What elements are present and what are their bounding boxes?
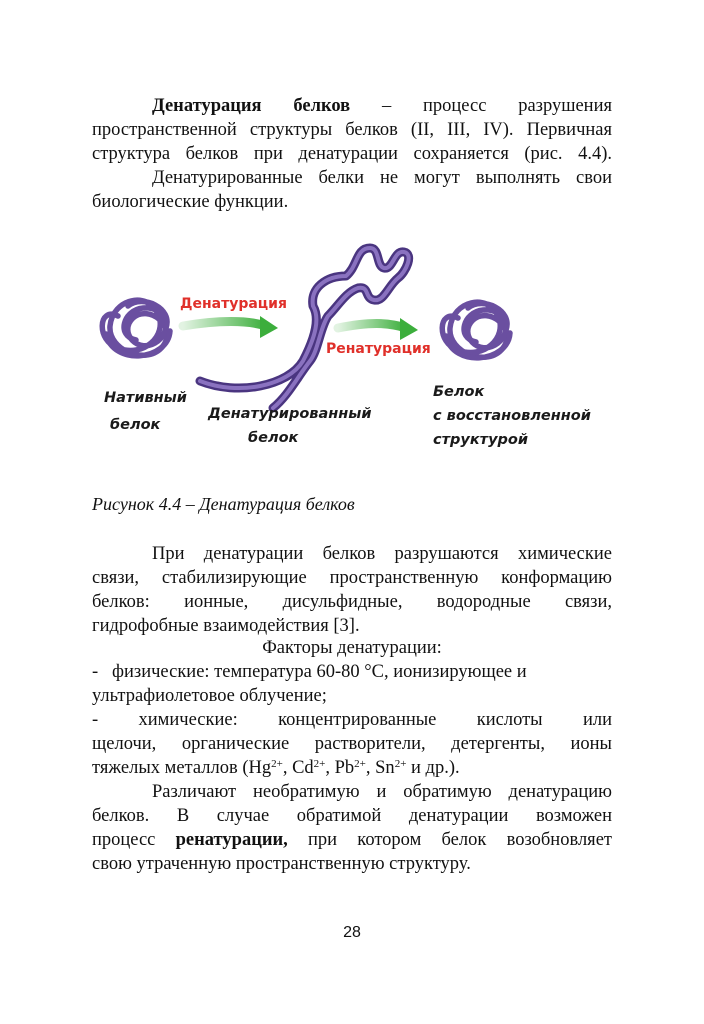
label-denatured-protein: Денатурированный белок <box>208 406 372 446</box>
paragraph-bonds-line3: белков: ионные, дисульфидные, водородные связи, <box>92 592 612 612</box>
renaturation-arrow <box>338 318 418 340</box>
native-protein-icon <box>102 300 170 356</box>
paragraph-renaturation-line3: процесс ренатурации, при котором белок возобновляет <box>92 830 612 850</box>
paragraph-functions-line2: биологические функции. <box>92 192 289 212</box>
paragraph-renaturation-line4: свою утраченную пространственную структуру. <box>92 854 471 874</box>
factor-chemical-line1: - химические: концентрированные кислоты или <box>92 710 612 730</box>
factors-heading: Факторы денатурации: <box>262 638 442 658</box>
factor-physical-line1: - физические: температура 60-80 °С, ионизирующее и <box>92 662 527 682</box>
term-renaturation: ренатурации, <box>175 830 288 850</box>
arrow-label-renaturation: Ренатурация <box>326 341 431 357</box>
restored-protein-icon <box>442 302 510 358</box>
denaturation-arrow <box>183 316 278 338</box>
paragraph-bonds-line1: При денатурации белков разрушаются химические <box>152 544 612 564</box>
paragraph-renaturation-line1: Различают необратимую и обратимую денатурацию <box>152 782 612 802</box>
factor-chemical-line3: тяжелых металлов ($Hg^{2+}$, $Cd^{2+}$, $Pb^{2+}$, $Sn^{2+}$ и др.). <box>92 758 460 778</box>
paragraph-bonds-line2: связи, стабилизирующие пространственную конформацию <box>92 568 612 588</box>
paragraph-renaturation-line2: белков. В случае обратимой денатурации возможен <box>92 806 612 826</box>
term-denaturation: Денатурация белков <box>152 96 351 116</box>
arrow-label-denaturation: Денатурация <box>180 296 287 312</box>
figure-denaturation <box>88 236 618 476</box>
factor-physical-line2: ультрафиолетовое облучение; <box>92 686 327 706</box>
paragraph-definition-line1: Денатурация белков – процесс разрушения <box>152 96 612 116</box>
label-native-protein: Нативный белок <box>104 390 187 433</box>
page-number: 28 <box>343 924 361 941</box>
paragraph-bonds-line4: гидрофобные взаимодействия [3]. <box>92 616 360 636</box>
figure-caption: Рисунок 4.4 – Денатурация белков <box>92 494 355 514</box>
paragraph-definition-line3: структура белков при денатурации сохраняется (рис. 4.4). <box>92 144 612 164</box>
paragraph-definition-line2: пространственной структуры белков (II, III, IV). Первичная <box>92 120 612 140</box>
paragraph-functions-line1: Денатурированные белки не могут выполнять свои <box>152 168 612 188</box>
factor-chemical-line2: щелочи, органические растворители, детергенты, ионы <box>92 734 612 754</box>
label-restored-protein: Белок с восстановленной структурой <box>433 384 591 448</box>
